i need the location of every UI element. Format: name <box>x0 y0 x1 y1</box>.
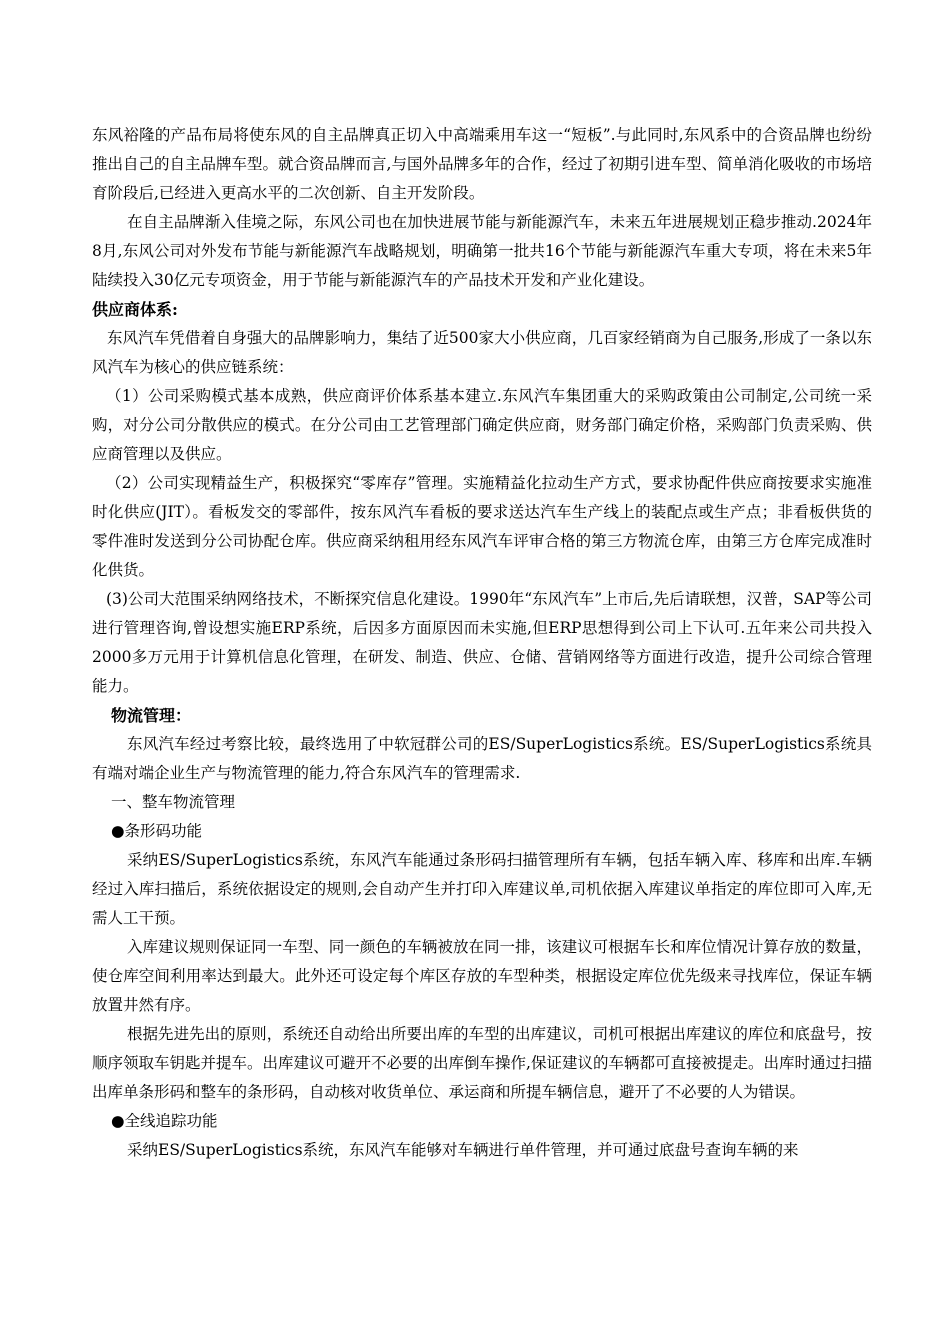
paragraph-supplier-intro: 东风汽车凭借着自身强大的品牌影响力，集结了近500家大小供应商，几百家经销商为自己服务,形成了一条以东风汽车为核心的供应链系统： <box>92 329 872 376</box>
document-body <box>92 121 872 1165</box>
paragraph-procurement-mode: （1）公司采购模式基本成熟，供应商评价体系基本建立.东风汽车集团重大的采购政策由公司制定,公司统一采购，对分公司分散供应的模式。在分公司由工艺管理部门确定供应商，财务部门确定价格，采购部门负责采购、供应商管理以及供应。 <box>92 387 872 463</box>
paragraph-storage-rules: 入库建议规则保证同一车型、同一颜色的车辆被放在同一排，该建议可根据车长和库位情况计算存放的数量，使仓库空间利用率达到最大。此外还可设定每个库区存放的车型种类，根据设定库位优先级来寻找库位，保证车辆放置井然有序。 <box>92 938 872 1014</box>
bullet-barcode-function: ●条形码功能 <box>111 822 203 840</box>
section-vehicle-logistics: 一、整车物流管理 <box>111 793 236 811</box>
paragraph-lean-production: （2）公司实现精益生产，积极探究“零库存”管理。实施精益化拉动生产方式，要求协配件供应商按要求实施准时化供应(JIT）。看板发交的零部件，按东风汽车看板的要求送达汽车生产线上的装配点或生产点；非看板供货的零件准时发送到分公司协配仓库。供应商采纳租用经东风汽车评审合格的第三方物流仓库，由第三方仓库完成准时化供货。 <box>92 474 872 579</box>
paragraph-network-technology: (3)公司大范围采纳网络技术，不断探究信息化建设。1990年“东风汽车”上市后,先后请联想，汉普，SAP等公司进行管理咨询,曾设想实施ERP系统，后因多方面原因而未实施,但ERP思想得到公司上下认可.五年来公司共投入2000多万元用于计算机信息化管理，在研发、制造、供应、仓储、营销网络等方面进行改造，提升公司综合管理能力。 <box>92 590 872 695</box>
paragraph-fifo-outbound: 根据先进先出的原则，系统还自动给出所要出库的车型的出库建议，司机可根据出库建议的库位和底盘号，按顺序领取车钥匙并提车。出库建议可避开不必要的出库倒车操作,保证建议的车辆都可直接被提走。出库时通过扫描出库单条形码和整车的条形码，自动核对收货单位、承运商和所提车辆信息，避开了不必要的人为错误。 <box>92 1025 872 1101</box>
paragraph-barcode-scanning: 采纳ES/SuperLogistics系统，东风汽车能通过条形码扫描管理所有车辆，包括车辆入库、移库和出库.车辆经过入库扫描后，系统依据设定的规则,会自动产生并打印入库建议单,司机依据入库建议单指定的库位即可入库,无需人工干预。 <box>92 851 872 927</box>
heading-logistics-management: 物流管理： <box>111 706 192 725</box>
paragraph-dongfeng-yulong: 东风裕隆的产品布局将使东风的自主品牌真正切入中高端乘用车这一“短板”.与此同时,东风系中的合资品牌也纷纷推出自己的自主品牌车型。就合资品牌而言,与国外品牌多年的合作，经过了初期引进车型、简单消化吸收的市场培育阶段后,已经进入更高水平的二次创新、自主开发阶段。 <box>92 126 872 202</box>
paragraph-logistics-system: 东风汽车经过考察比较，最终选用了中软冠群公司的ES/SuperLogistics系统。ES/SuperLogistics系统具有端对端企业生产与物流管理的能力,符合东风汽车的管理需求. <box>92 735 872 782</box>
paragraph-new-energy-plan: 在自主品牌渐入佳境之际，东风公司也在加快进展节能与新能源汽车，未来五年进展规划正稳步推动.2024年8月,东风公司对外发布节能与新能源汽车战略规划，明确第一批共16个节能与新能源汽车重大专项，将在未来5年陆续投入30亿元专项资金，用于节能与新能源汽车的产品技术开发和产业化建设。 <box>92 213 872 289</box>
heading-supplier-system: 供应商体系: <box>92 300 178 319</box>
bullet-tracking-function: ●全线追踪功能 <box>111 1112 218 1130</box>
paragraph-vehicle-tracking: 采纳ES/SuperLogistics系统，东风汽车能够对车辆进行单件管理，并可通过底盘号查询车辆的来 <box>127 1141 799 1159</box>
